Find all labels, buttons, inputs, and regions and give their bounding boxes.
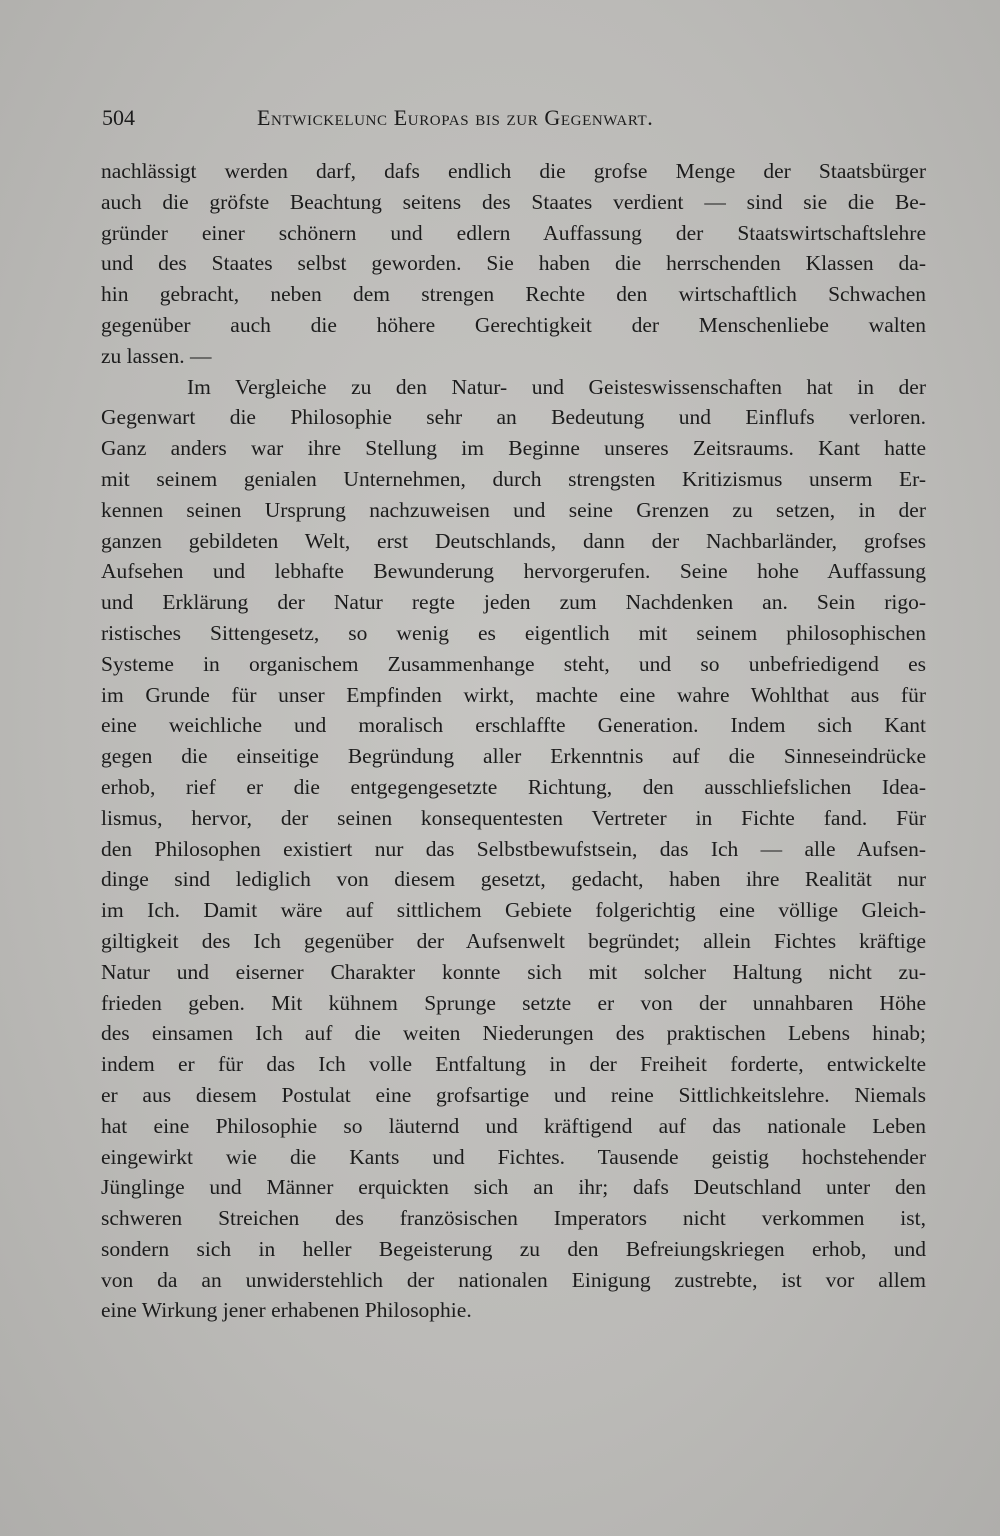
text-line: hat eine Philosophie so läuternd und kräftigend auf das nationale Leben (101, 1113, 926, 1138)
page-number: 504 (102, 105, 135, 130)
text-line: auch die gröfste Beachtung seitens des Staates verdient — sind sie die Be- (101, 189, 926, 214)
text-line: kennen seinen Ursprung nachzuweisen und seine Grenzen zu setzen, in der (101, 497, 926, 522)
text-line: eine weichliche und moralisch erschlaffte Generation. Indem sich Kant (101, 713, 926, 738)
text-line: dinge sind lediglich von diesem gesetzt, gedacht, haben ihre Realität nur (101, 867, 926, 892)
text-line: gründer einer schönern und edlern Auffassung der Staatswirtschaftslehre (101, 220, 926, 245)
text-line: indem er für das Ich volle Entfaltung in der Freiheit forderte, entwickelte (101, 1052, 926, 1077)
running-title: Entwickelunc Europas bis zur Gegenwart. (257, 105, 654, 130)
body-text (101, 156, 926, 1326)
text-line: sondern sich in heller Begeisterung zu den Befreiungskriegen erhob, und (101, 1236, 926, 1261)
text-line: ristisches Sittengesetz, so wenig es eigentlich mit seinem philosophischen (101, 620, 926, 645)
text-line: und Erklärung der Natur regte jeden zum Nachdenken an. Sein rigo- (101, 590, 926, 615)
text-line: Ganz anders war ihre Stellung im Beginne unseres Zeitsraums. Kant hatte (101, 436, 926, 461)
text-line: Aufsehen und lebhafte Bewunderung hervorgerufen. Seine hohe Auffassung (101, 559, 926, 584)
text-line: mit seinem genialen Unternehmen, durch strengsten Kritizismus unserm Er- (101, 466, 926, 491)
paragraph-start-line: Im Vergleiche zu den Natur- und Geisteswissenschaften hat in der (187, 374, 926, 399)
text-line: nachlässigt werden darf, dafs endlich die grofse Menge der Staatsbürger (101, 159, 926, 183)
text-line: frieden geben. Mit kühnem Sprunge setzte er von der unnahbaren Höhe (101, 990, 926, 1015)
text-line: ganzen gebildeten Welt, erst Deutschlands, dann der Nachbarländer, grofses (101, 528, 926, 553)
text-line: gegen die einseitige Begründung aller Erkenntnis auf die Sinneseindrücke (101, 744, 926, 769)
text-line: er aus diesem Postulat eine grofsartige und reine Sittlichkeitslehre. Niemals (101, 1082, 926, 1107)
text-line: des einsamen Ich auf die weiten Niederungen des praktischen Lebens hinab; (101, 1021, 926, 1046)
text-line: von da an unwiderstehlich der nationalen Einigung zustrebte, ist vor allem (101, 1267, 926, 1292)
text-line: Gegenwart die Philosophie sehr an Bedeutung und Einflufs verloren. (101, 405, 926, 430)
text-line: im Grunde für unser Empfinden wirkt, machte eine wahre Wohlthat aus für (101, 682, 926, 707)
text-line: hin gebracht, neben dem strengen Rechte den wirtschaftlich Schwachen (101, 282, 926, 307)
text-line: und des Staates selbst geworden. Sie haben die herrschenden Klassen da- (101, 251, 926, 276)
text-line: eingewirkt wie die Kants und Fichtes. Tausende geistig hochstehender (101, 1144, 926, 1169)
text-line: Natur und eiserner Charakter konnte sich mit solcher Haltung nicht zu- (101, 959, 926, 984)
text-line: erhob, rief er die entgegengesetzte Richtung, den ausschliefslichen Idea- (101, 774, 926, 799)
page-header (102, 100, 780, 136)
text-line: gegenüber auch die höhere Gerechtigkeit der Menschenliebe walten (101, 312, 926, 337)
text-line: Jünglinge und Männer erquickten sich an ihr; dafs Deutschland unter den (101, 1175, 926, 1200)
text-line: giltigkeit des Ich gegenüber der Aufsenwelt begründet; allein Fichtes kräftige (101, 928, 926, 953)
text-line: Systeme in organischem Zusammenhange steht, und so unbefriedigend es (101, 651, 926, 676)
paragraph-end-line: eine Wirkung jener erhabenen Philosophie. (101, 1298, 472, 1323)
paragraph-end-line: zu lassen. — (101, 343, 212, 368)
text-line: lismus, hervor, der seinen konsequentesten Vertreter in Fichte fand. Für (101, 805, 926, 830)
text-line: im Ich. Damit wäre auf sittlichem Gebiete folgerichtig eine völlige Gleich- (101, 898, 926, 923)
text-line: den Philosophen existiert nur das Selbstbewufstsein, das Ich — alle Aufsen- (101, 836, 926, 861)
text-line: schweren Streichen des französischen Imperators nicht verkommen ist, (101, 1206, 926, 1231)
